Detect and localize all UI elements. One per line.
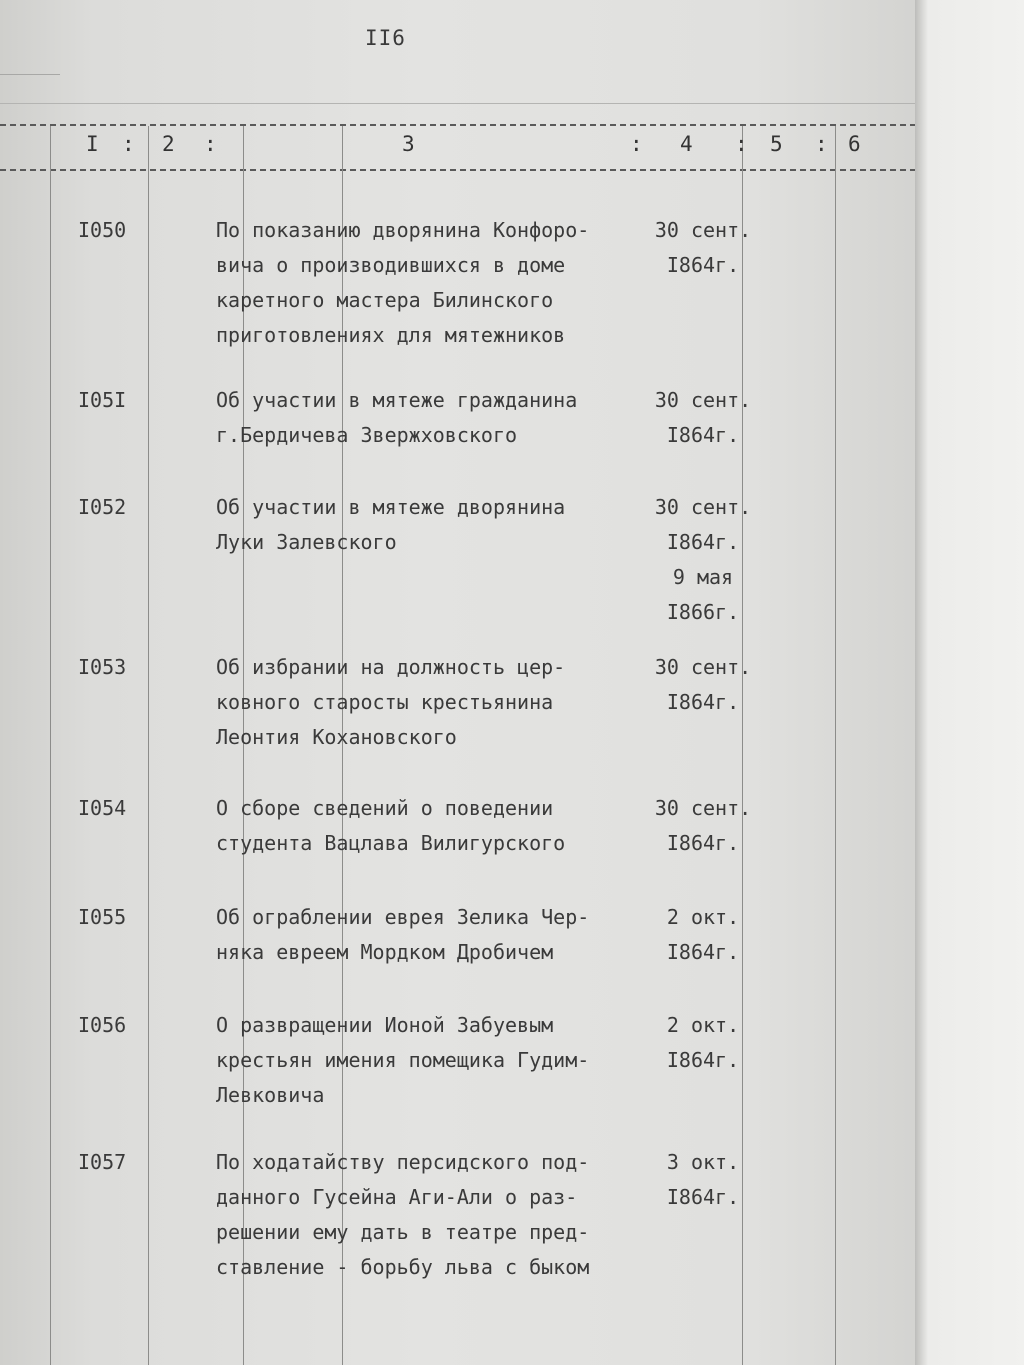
- date-line: 2 окт.: [666, 1013, 740, 1037]
- date-line: 30 сент.: [654, 218, 752, 242]
- date-line: I864г.: [666, 690, 740, 714]
- title-line: студента Вацлава Вилигурского: [216, 831, 566, 855]
- title-line: Леонтия Кохановского: [216, 725, 457, 749]
- header-col-6: 6: [848, 132, 861, 156]
- file-number: I054: [78, 796, 127, 820]
- date-line: 30 сент.: [654, 388, 752, 412]
- date-line: 30 сент.: [654, 655, 752, 679]
- file-title: [216, 1145, 646, 1285]
- file-dates: [643, 791, 763, 861]
- file-title: [216, 791, 646, 861]
- date-line: 30 сент.: [654, 796, 752, 820]
- date-line: 3 окт.: [666, 1150, 740, 1174]
- header-separator: :: [815, 132, 828, 156]
- file-number: I05I: [78, 388, 127, 412]
- date-line: I864г.: [666, 423, 740, 447]
- file-dates: [643, 490, 763, 630]
- show-through-line: [0, 103, 916, 104]
- title-line: данного Гусейна Аги-Али о раз-: [216, 1185, 578, 1209]
- title-line: вича о производившихся в доме: [216, 253, 566, 277]
- page-number: II6: [365, 26, 406, 50]
- title-line: Луки Залевского: [216, 530, 397, 554]
- date-line: I864г.: [666, 831, 740, 855]
- column-rule: [148, 126, 149, 1365]
- title-line: О развращении Ионой Забуевым: [216, 1013, 554, 1037]
- header-col-4: 4: [680, 132, 693, 156]
- title-line: решении ему дать в театре пред-: [216, 1220, 590, 1244]
- header-rule-top: [0, 124, 916, 126]
- file-title: [216, 1008, 646, 1113]
- file-title: [216, 650, 646, 755]
- title-line: крестьян имения помещика Гудим-: [216, 1048, 590, 1072]
- title-line: ставление - борьбу льва с быком: [216, 1255, 590, 1279]
- header-rule-bottom: [0, 169, 916, 171]
- date-line: 9 мая: [672, 565, 734, 589]
- file-dates: [643, 383, 763, 453]
- header-separator: :: [630, 132, 643, 156]
- header-col-1: I: [86, 132, 99, 156]
- title-line: каретного мастера Билинского: [216, 288, 554, 312]
- column-rule: [835, 126, 836, 1365]
- header-col-3: 3: [402, 132, 415, 156]
- date-line: I864г.: [666, 530, 740, 554]
- header-col-5: 5: [770, 132, 783, 156]
- title-line: приготовлениях для мятежников: [216, 323, 566, 347]
- file-number: I050: [78, 218, 127, 242]
- column-rule: [50, 126, 51, 1365]
- header-separator: :: [735, 132, 748, 156]
- file-number: I052: [78, 495, 127, 519]
- file-dates: [643, 1008, 763, 1078]
- date-line: I864г.: [666, 1185, 740, 1209]
- date-line: I864г.: [666, 253, 740, 277]
- date-line: I866г.: [666, 600, 740, 624]
- title-line: Об ограблении еврея Зелика Чер-: [216, 905, 590, 929]
- title-line: Об участии в мятеже гражданина: [216, 388, 578, 412]
- file-dates: [643, 650, 763, 720]
- date-line: I864г.: [666, 1048, 740, 1072]
- file-title: [216, 213, 646, 353]
- file-dates: [643, 1145, 763, 1215]
- header-col-2: 2: [162, 132, 175, 156]
- file-dates: [643, 900, 763, 970]
- title-line: Об избрании на должность цер-: [216, 655, 566, 679]
- file-number: I056: [78, 1013, 127, 1037]
- title-line: О сборе сведений о поведении: [216, 796, 554, 820]
- date-line: 30 сент.: [654, 495, 752, 519]
- file-dates: [643, 213, 763, 283]
- title-line: г.Бердичева Звержховского: [216, 423, 518, 447]
- file-title: [216, 900, 646, 970]
- file-number: I053: [78, 655, 127, 679]
- title-line: ковного старосты крестьянина: [216, 690, 554, 714]
- file-title: [216, 490, 646, 560]
- header-separator: :: [204, 132, 217, 156]
- title-line: Левковича: [216, 1083, 325, 1107]
- file-number: I057: [78, 1150, 127, 1174]
- file-title: [216, 383, 646, 453]
- title-line: Об участии в мятеже дворянина: [216, 495, 566, 519]
- title-line: По показанию дворянина Конфоро-: [216, 218, 590, 242]
- show-through-line: [0, 74, 60, 75]
- file-number: I055: [78, 905, 127, 929]
- header-separator: :: [122, 132, 135, 156]
- adjacent-page-edge: [915, 0, 1024, 1365]
- date-line: I864г.: [666, 940, 740, 964]
- title-line: няка евреем Мордком Дробичем: [216, 940, 554, 964]
- title-line: По ходатайству персидского под-: [216, 1150, 590, 1174]
- date-line: 2 окт.: [666, 905, 740, 929]
